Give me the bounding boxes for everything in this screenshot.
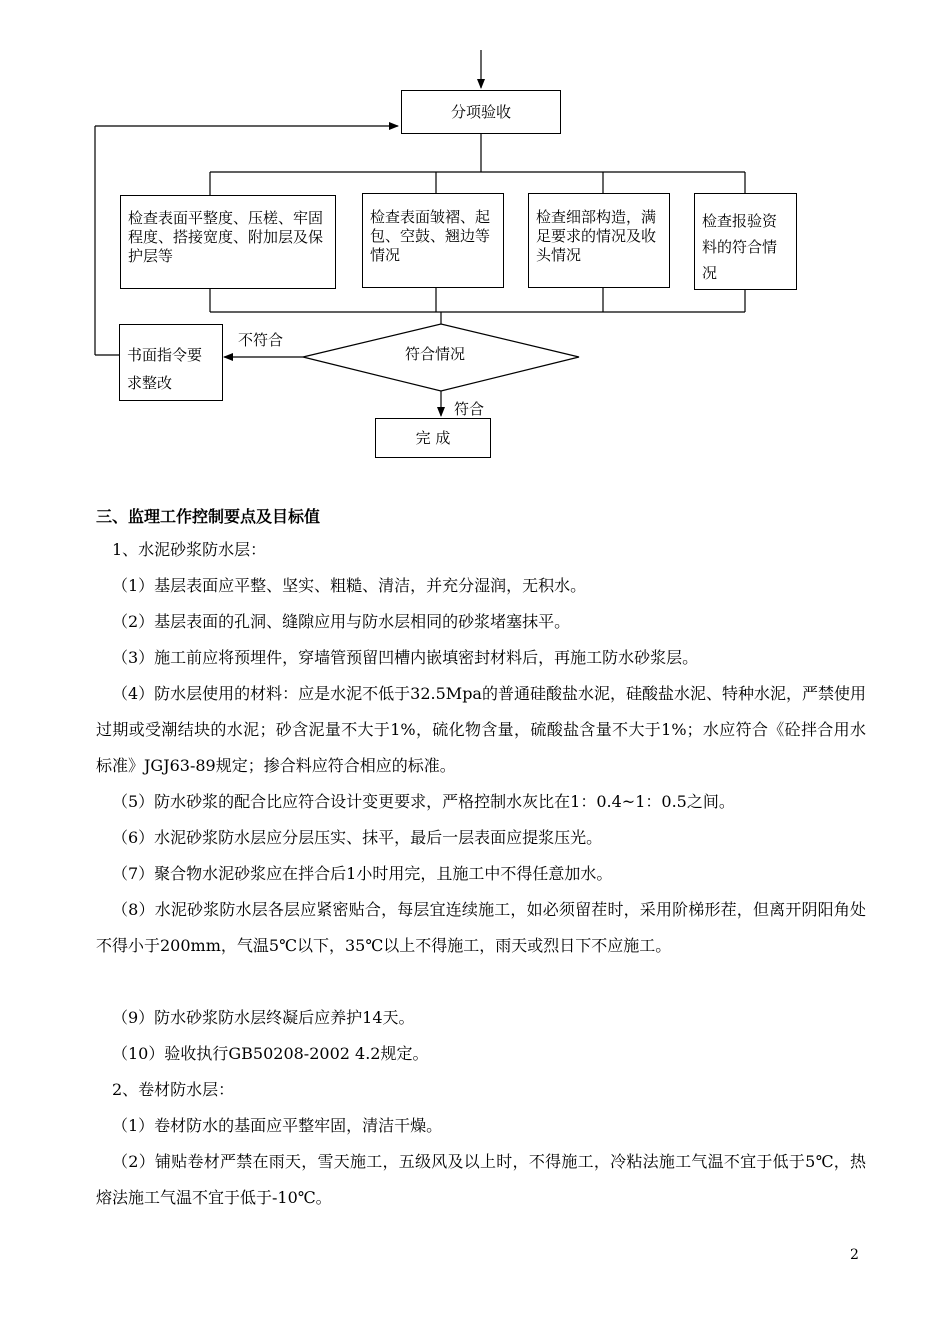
item-1-10: （10）验收执行GB50208-2002 4.2规定。 [112, 1044, 429, 1063]
item-1-5: （5）防水砂浆的配合比应符合设计变更要求，严格控制水灰比在1：0.4~1：0.5之间。 [112, 792, 735, 811]
section-title: 三、监理工作控制要点及目标值 [96, 507, 321, 526]
item-2-2: （2）铺贴卷材严禁在雨天，雪天施工，五级风及以上时，不得施工，冷粘法施工气温不宜于低于5℃，热熔法施工气温不宜于低于-10℃。 [96, 1152, 866, 1207]
item-2-1: （1）卷材防水的基面应平整牢固，清洁干燥。 [112, 1116, 443, 1135]
accept-label: 符合 [454, 400, 485, 418]
decision-label: 符合情况 [405, 345, 466, 363]
item-1-heading: 1、水泥砂浆防水层： [112, 540, 267, 559]
flowchart [0, 0, 950, 470]
rectify-box: 书面指令要求整改 [119, 324, 223, 401]
item-1-7: （7）聚合物水泥砂浆应在拌合后1小时用完，且施工中不得任意加水。 [112, 864, 613, 883]
item-1-3: （3）施工前应将预埋件，穿墙管预留凹槽内嵌填密封材料后，再施工防水砂浆层。 [112, 648, 699, 667]
done-box: 完 成 [375, 418, 491, 458]
check-box-1: 检查表面平整度、压槎、牢固程度、搭接宽度、附加层及保护层等 [120, 195, 336, 289]
item-1-4: （4）防水层使用的材料：应是水泥不低于32.5Mpa的普通硅酸盐水泥，硅酸盐水泥、特种水泥，严禁使用过期或受潮结块的水泥；砂含泥量不大于1%，硫化物含量，硫酸盐含量不大于1%；水应符合《砼拌合用水标准》JGJ63-89规定；掺合料应符合相应的标准。 [96, 684, 866, 775]
check-box-4: 检查报验资料的符合情况 [694, 193, 797, 290]
check-box-3: 检查细部构造，满足要求的情况及收头情况 [528, 193, 670, 288]
item-1-6: （6）水泥砂浆防水层应分层压实、抹平，最后一层表面应提浆压光。 [112, 828, 603, 847]
item-1-2: （2）基层表面的孔洞、缝隙应用与防水层相同的砂浆堵塞抹平。 [112, 612, 571, 631]
item-1-9: （9）防水砂浆防水层终凝后应养护14天。 [112, 1008, 415, 1027]
check-box-2: 检查表面皱褶、起包、空鼓、翘边等情况 [362, 193, 504, 288]
item-1-1: （1）基层表面应平整、坚实、粗糙、清洁，并充分湿润，无积水。 [112, 576, 587, 595]
page-number: 2 [850, 1247, 859, 1263]
reject-label: 不符合 [238, 331, 284, 349]
item-1-8: （8）水泥砂浆防水层各层应紧密贴合，每层宜连续施工，如必须留茬时，采用阶梯形茬，但离开阴阳角处不得小于200mm，气温5℃以下，35℃以上不得施工，雨天或烈日下不应施工。 [96, 900, 866, 955]
acceptance-box: 分项验收 [401, 90, 561, 134]
item-2-heading: 2、卷材防水层： [112, 1080, 235, 1099]
